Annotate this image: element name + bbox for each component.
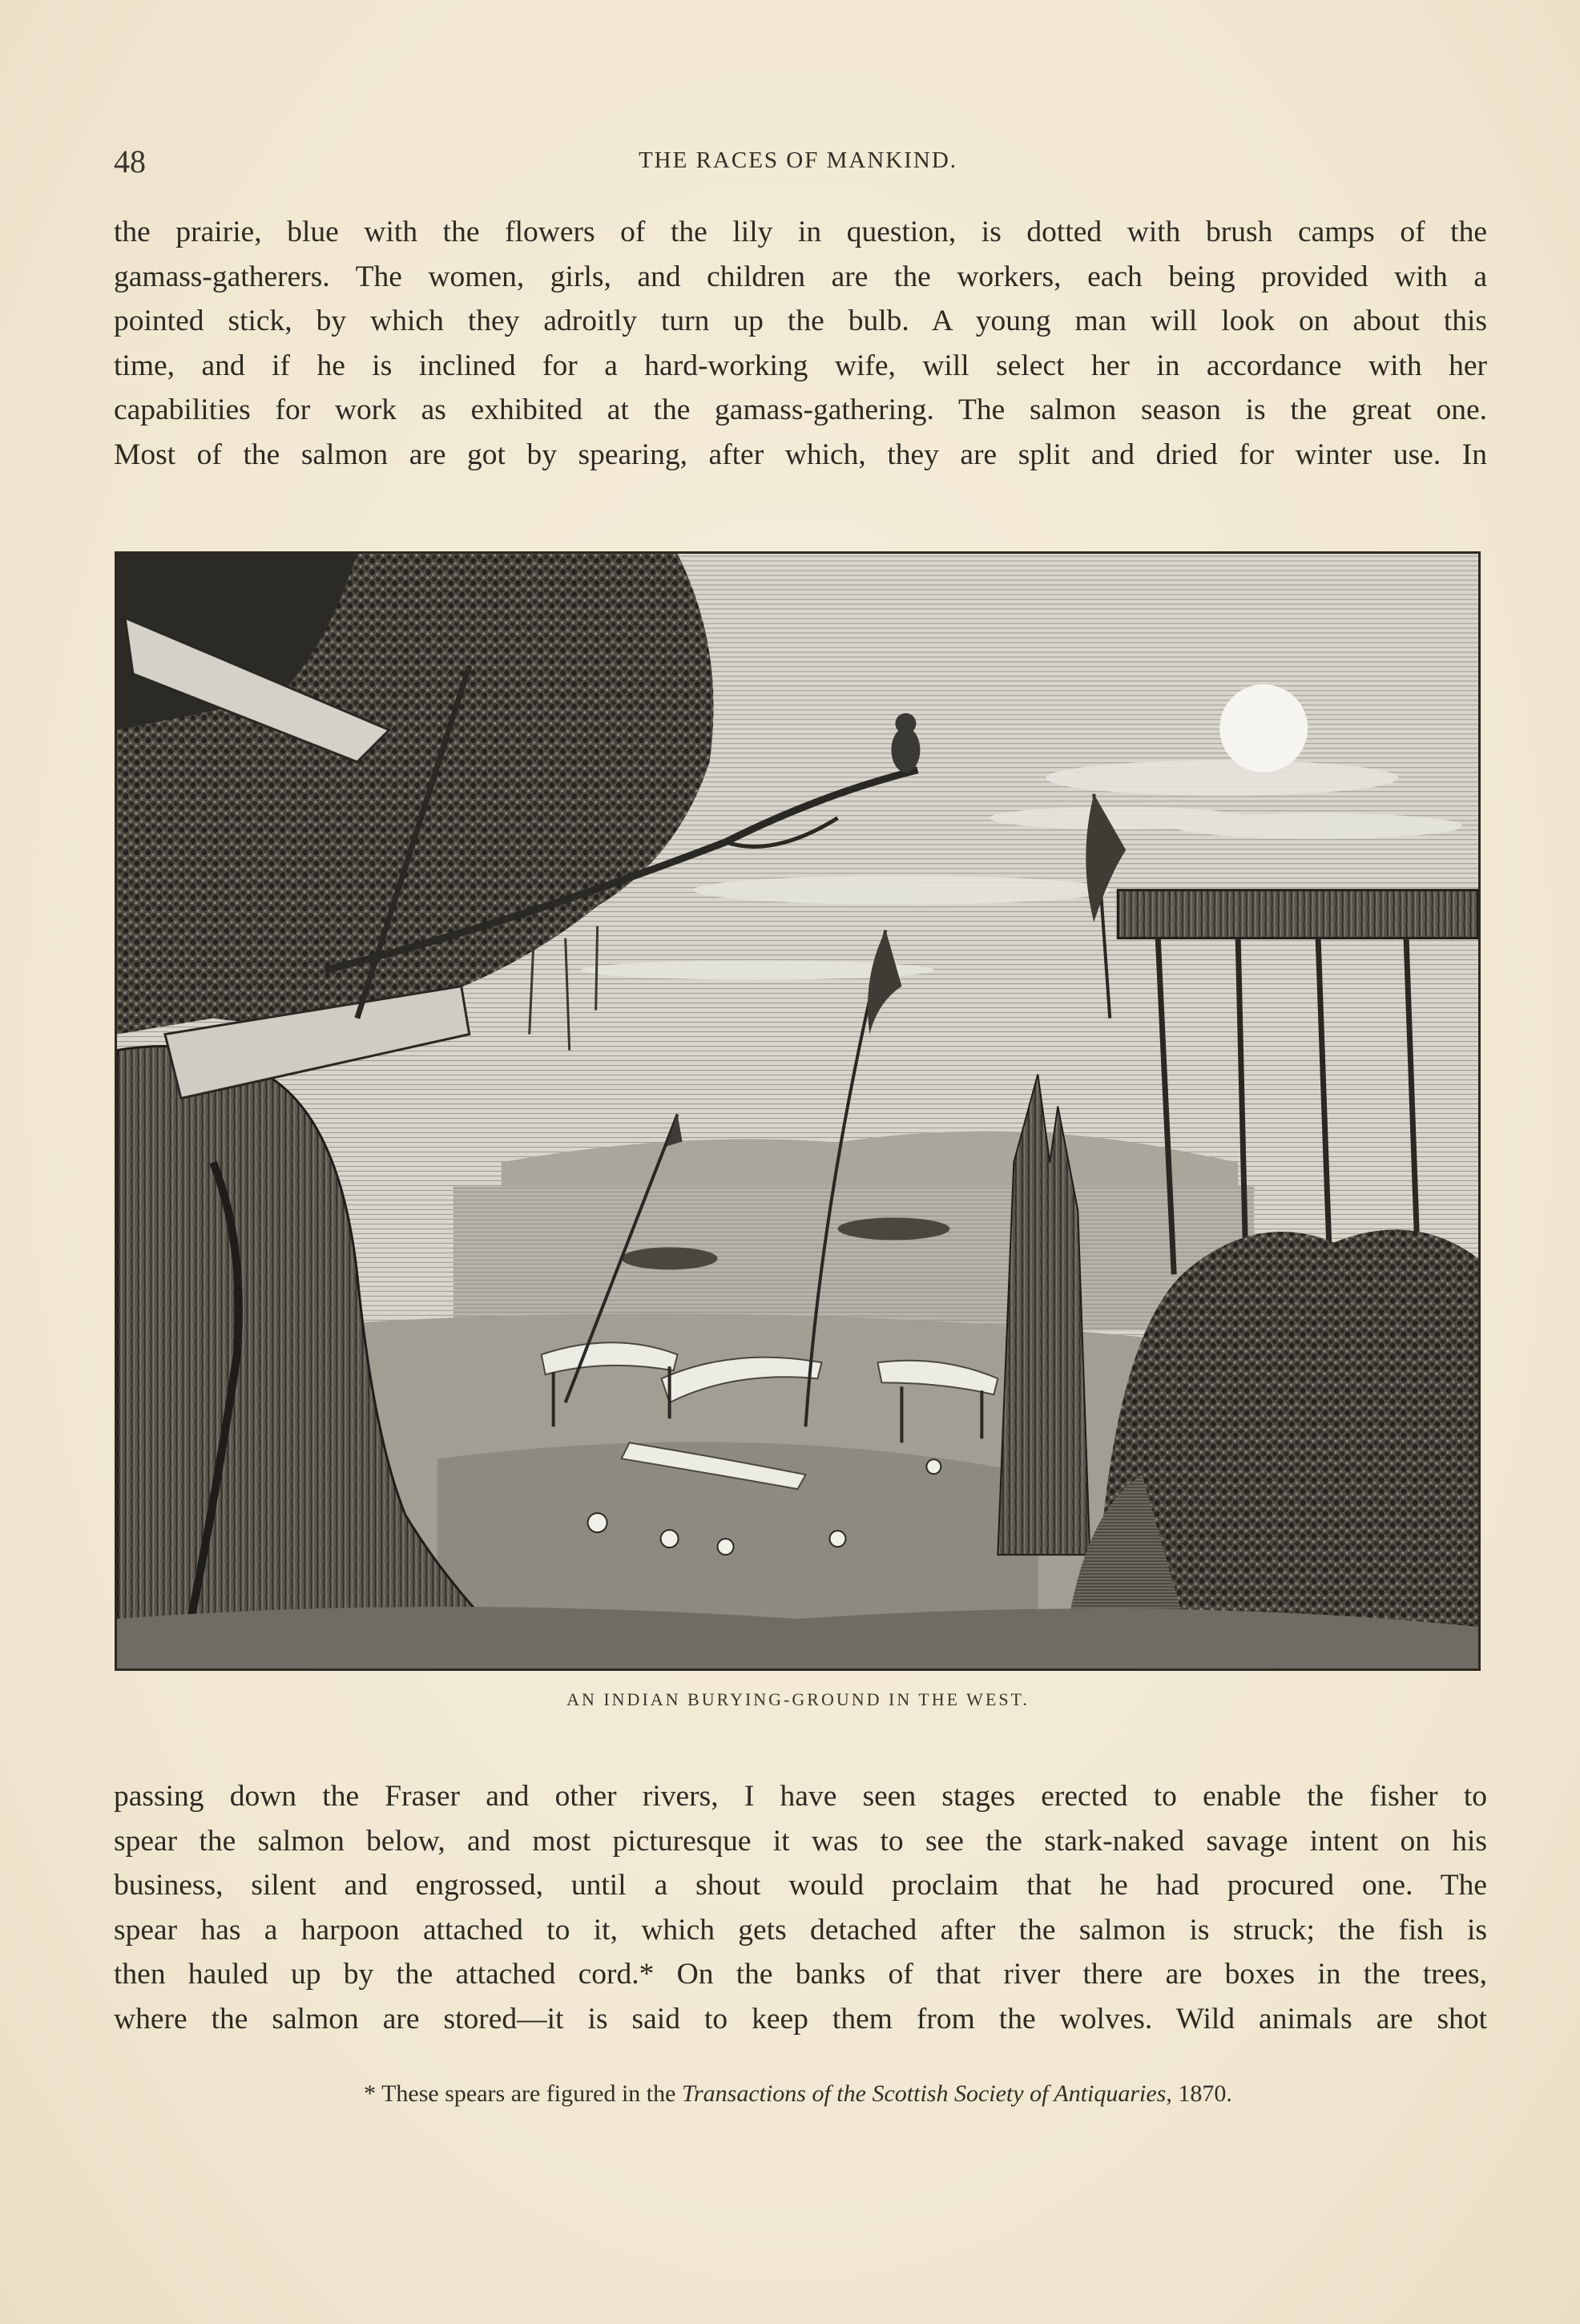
figure-caption: AN INDIAN BURYING-GROUND IN THE WEST. (566, 1689, 1030, 1709)
text-line: gamass-gatherers. The women, girls, and children are the workers, each being provided with a (114, 260, 1487, 293)
burial-ground-engraving (117, 554, 1478, 1668)
footnote-suffix: , 1870. (1166, 2080, 1232, 2107)
footnote-title: Transactions of the Scottish Society of Antiquaries (681, 2080, 1167, 2107)
footnote-marker: * (364, 2080, 382, 2107)
footnote-prefix: These spears are figured in the (381, 2080, 682, 2107)
text-line: pointed stick, by which they adroitly turn up the bulb. A young man will look on about this (114, 305, 1487, 337)
page-header (112, 143, 1484, 183)
page-number: 48 (114, 143, 146, 180)
text-line: Most of the salmon are got by spearing, after which, they are split and dried for winter use. In (114, 438, 1487, 471)
paragraph-bottom (114, 1774, 1487, 2041)
text-line: passing down the Fraser and other rivers, I have seen stages erected to enable the fisher to (114, 1780, 1487, 1813)
text-line: business, silent and engrossed, until a shout would proclaim that he had procured one. The (114, 1869, 1487, 1902)
text-line: where the salmon are stored—it is said to keep them from the wolves. Wild animals are shot (114, 2002, 1487, 2036)
footnote (112, 2080, 1484, 2108)
text-line: spear the salmon below, and most picturesque it was to see the stark-naked savage intent on his (114, 1824, 1487, 1858)
text-line: spear has a harpoon attached to it, which gets detached after the salmon is struck; the fish is (114, 1913, 1487, 1947)
text-line: capabilities for work as exhibited at the gamass-gathering. The salmon season is the great one. (114, 393, 1487, 426)
paragraph-top (114, 210, 1487, 477)
text-line: time, and if he is inclined for a hard-working wife, will select her in accordance with her (114, 349, 1487, 382)
text-line: the prairie, blue with the flowers of the lily in question, is dotted with brush camps of the (114, 216, 1487, 248)
engraving-illustration (115, 551, 1481, 1671)
text-line: then hauled up by the attached cord.* On the banks of that river there are boxes in the trees, (114, 1958, 1487, 1991)
running-title: THE RACES OF MANKIND. (638, 147, 958, 173)
